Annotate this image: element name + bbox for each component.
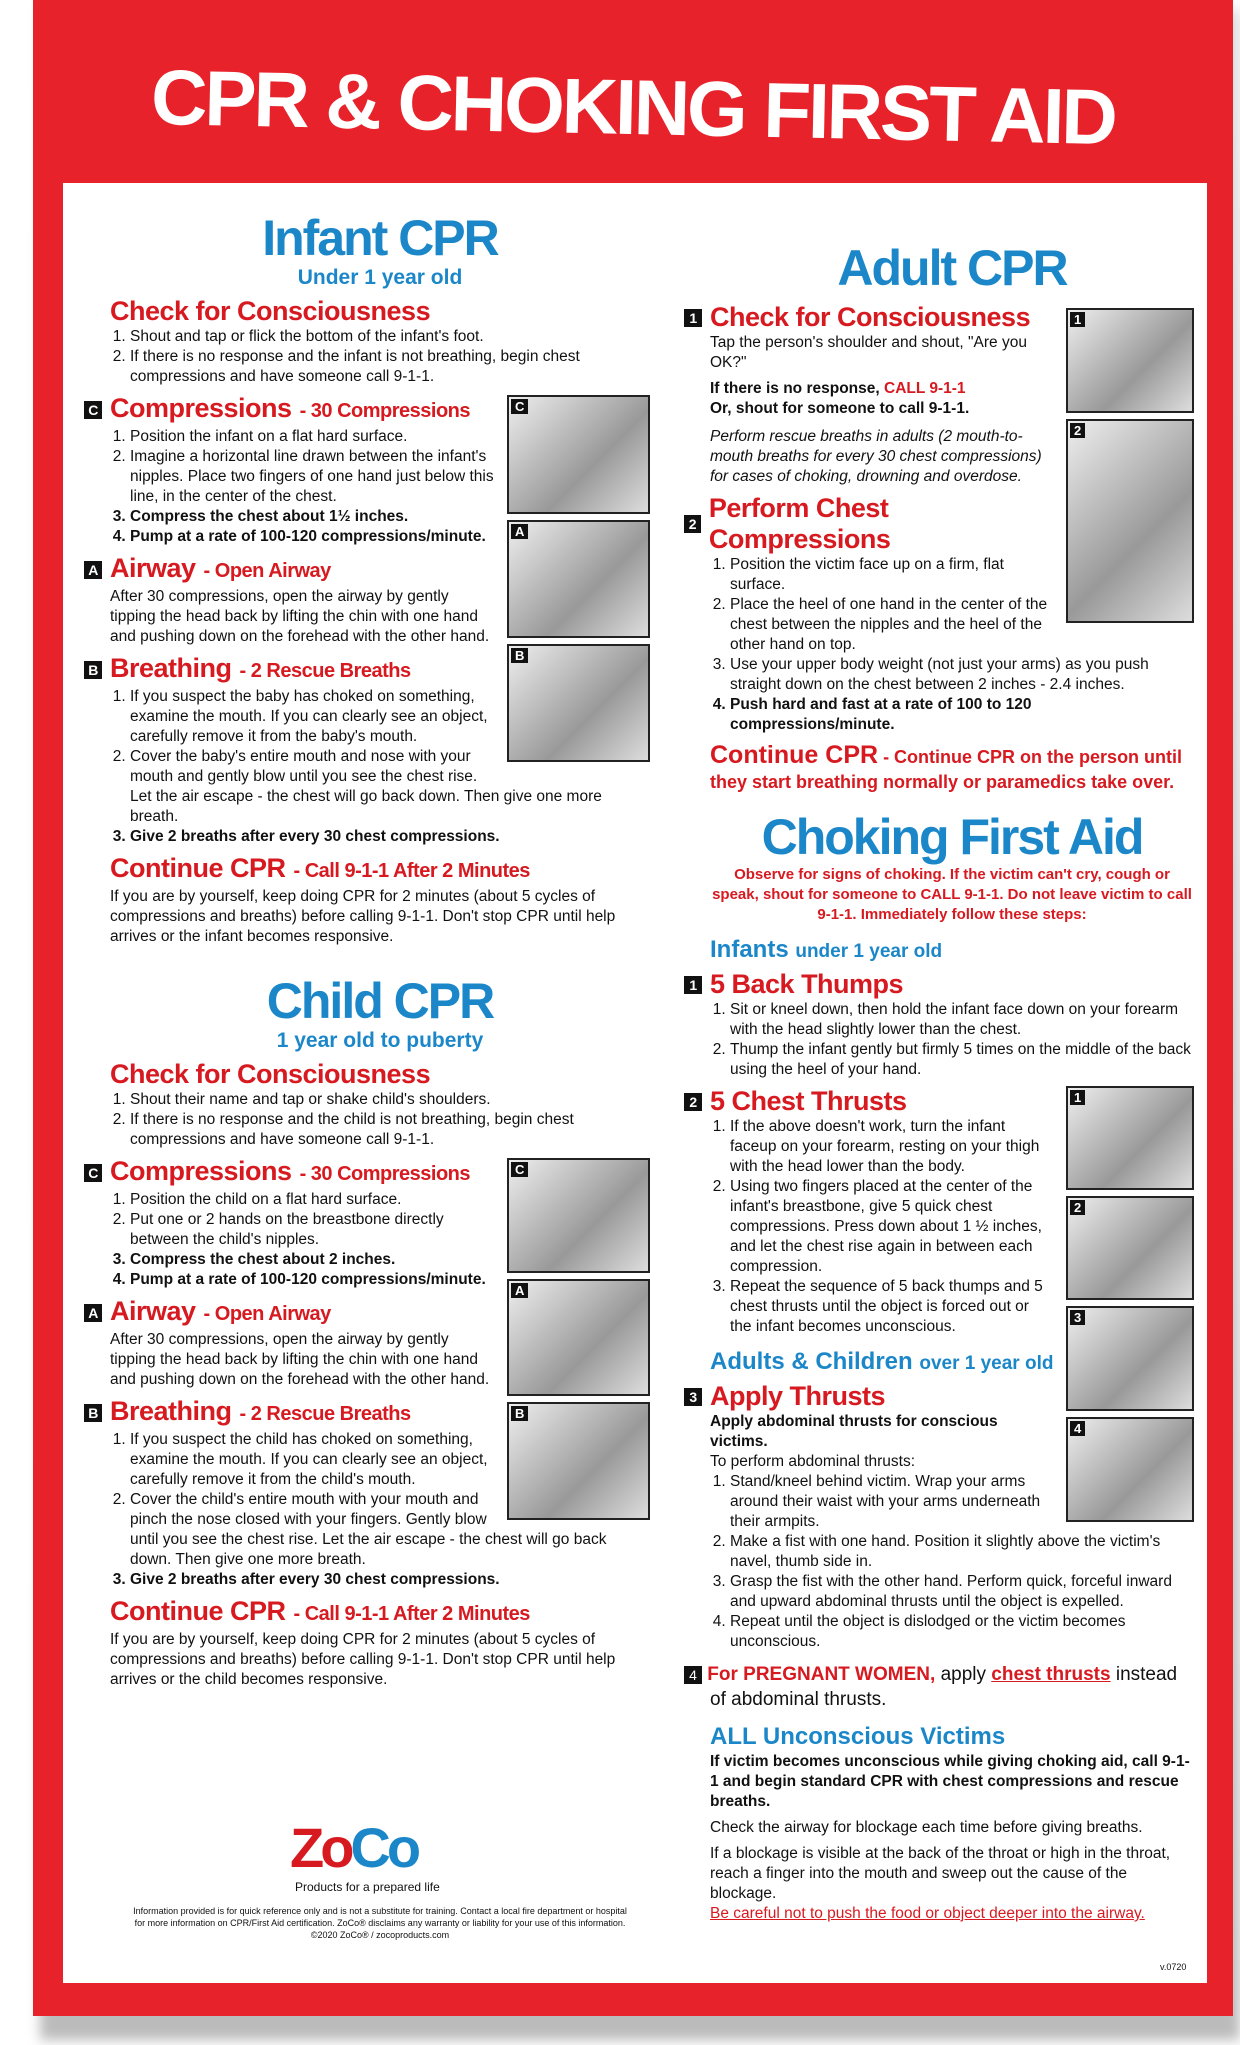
adult-heading: Adult CPR [837, 240, 1067, 296]
chest-thrusts-title [689, 1086, 1054, 1117]
list-item: 3. Use your upper body weight (not just your arms) as you push straight down on the chest between 2 inches - 2.4 inches. [730, 655, 1194, 695]
adult-cpr-section [688, 240, 1194, 795]
adult-illustrations [1066, 308, 1194, 629]
list-item: 2. Make a fist with one hand. Position it slightly above the victim's navel, thumb side in. [730, 1532, 1194, 1572]
child-air-title [88, 1296, 495, 1330]
list-item: 4. Repeat until the object is dislodged or the victim becomes unconscious. [730, 1612, 1194, 1652]
list-item: 3. Grasp the fist with the other hand. Perform quick, forceful inward and upward abdominal thrusts until the object is expelled. [730, 1572, 1194, 1612]
list-item: 4. Pump at a rate of 100-120 compressions/minute. [130, 1270, 650, 1290]
list-item: 1. Position the child on a flat hard surface. [130, 1190, 650, 1210]
list-item: 2. Thump the infant gently but firmly 5 times on the middle of the back using the heel of your hand. [730, 1040, 1194, 1080]
heading-sub: - Call 9-1-1 After 2 Minutes [293, 860, 530, 882]
heading-text: Perform Chest Compressions [708, 493, 891, 554]
child-compression-illustration: C [507, 1158, 650, 1273]
list-item: 2. Cover the baby's entire mouth and nose with your mouth and gently blow until you see the chest rise. Let the air escape - the chest will go back down. Then give one more breath. [130, 747, 650, 827]
list-item: 3. Give 2 breaths after every 30 chest compressions. [130, 827, 650, 847]
logo-part: Co [350, 1816, 418, 1879]
paragraph: Perform rescue breaths in adults (2 mouth-to-mouth breaths for every 30 chest compressions) for cases of choking, drowning and overdose. [710, 428, 1042, 485]
heading-sub: - Open Airway [203, 560, 331, 582]
choking-step2-illustration: 2 [1066, 1196, 1194, 1300]
choking-step1-illustration: 1 [1066, 1086, 1194, 1190]
list-item: 2. Place the heel of one hand in the center of the chest between the nipples and the heel of the other hand on top. [730, 595, 1194, 655]
infant-comp-title [88, 393, 495, 427]
choking-step3-illustration: 3 [1066, 1306, 1194, 1411]
heading-sub: under 1 year old [795, 941, 943, 962]
heading-sub: - 30 Compressions [299, 1163, 471, 1185]
step-badge: B [84, 1404, 102, 1422]
heading-sub: - 2 Rescue Breaths [239, 1403, 411, 1425]
heading-sub: over 1 year old [919, 1353, 1054, 1374]
list-item: 2. Put one or 2 hands on the breastbone directly between the child's nipples. [130, 1210, 650, 1250]
infant-illustrations [507, 395, 650, 768]
infant-check-title: Check for Consciousness [110, 296, 431, 326]
heading-text: Apply Thrusts [710, 1381, 886, 1411]
heading-sub: - Continue CPR on the person until they start breathing normally or paramedics take over. [710, 747, 1183, 792]
infant-air-title [88, 553, 495, 587]
adult-continue [710, 743, 1194, 795]
child-airway-illustration: A [507, 1279, 650, 1396]
adult-compression-illustration: 2 [1066, 419, 1194, 623]
infant-cont-title [110, 853, 650, 887]
paragraph: If you are by yourself, keep doing CPR for 2 minutes (about 5 cycles of compressions and breaths) before calling 9-1-1. Don't stop CPR until help arrives or the child becomes responsive. [110, 1631, 616, 1688]
list-item: 3. Compress the chest about 1½ inches. [130, 507, 650, 527]
list-item: 1. If the above doesn't work, turn the infant faceup on your forearm, resting on your thigh with the head lower than the body. [730, 1117, 1194, 1177]
adult-comp-title [688, 493, 1054, 555]
step-badge: 1 [684, 309, 702, 327]
child-cont-title [110, 1596, 650, 1630]
tagline: Products for a prepared life [295, 1880, 440, 1894]
step-badge: 2 [684, 1093, 702, 1111]
heading-text: Continue CPR [110, 1596, 286, 1626]
heading-sub: - 2 Rescue Breaths [239, 660, 411, 682]
list-item: 2. Using two fingers placed at the center of the infant's breastbone, give 5 quick chest compressions. Press down about 1 ½ inches, and let the chest rise again in between each compression. [730, 1177, 1194, 1277]
call-911: CALL 9-1-1 [884, 380, 966, 397]
list-item: 2. Imagine a horizontal line drawn between the infant's nipples. Place two fingers of one hand just below this line, in the center of the chest. [130, 447, 650, 507]
paragraph: If you are by yourself, keep doing CPR for 2 minutes (about 5 cycles of compressions and breaths) before calling 9-1-1. Don't stop CPR until help arrives or the infant becomes responsive. [110, 888, 616, 945]
apply-thrusts-title [689, 1381, 1054, 1412]
list-item: 1. Shout their name and tap or shake child's shoulders. [130, 1090, 650, 1110]
step-badge: A [84, 1304, 102, 1322]
infant-airway-illustration: A [507, 520, 650, 638]
unconscious-title: ALL Unconscious Victims [710, 1723, 1006, 1750]
child-breath-title [88, 1396, 495, 1430]
right-column [688, 240, 1194, 1924]
heading-text: Airway [110, 1296, 196, 1326]
list-item: 1. Shout and tap or flick the bottom of the infant's foot. [130, 327, 650, 347]
child-heading: Child CPR [266, 973, 494, 1029]
left-column [88, 210, 650, 1690]
child-illustrations [507, 1158, 650, 1526]
list-item: 2. If there is no response and the child is not breathing, begin chest compressions and have someone call 9-1-1. [130, 1110, 650, 1150]
heading-text: Breathing [110, 1396, 232, 1426]
text: apply [940, 1664, 986, 1685]
heading-text: Check for Consciousness [710, 302, 1031, 332]
child-check-title: Check for Consciousness [110, 1059, 431, 1089]
list-item: 1. If you suspect the child has choked on something, examine the mouth. If you can clearly see an object, carefully remove it from the child's mouth. [130, 1430, 650, 1490]
heading-sub: - Open Airway [203, 1303, 331, 1325]
step-badge: 1 [684, 976, 702, 994]
list-item: 4. Pump at a rate of 100-120 compressions/minute. [130, 527, 650, 547]
infant-sub: Under 1 year old [297, 266, 463, 289]
choking-illustrations [1066, 1086, 1194, 1528]
text: instead of abdominal thrusts. [710, 1664, 1178, 1710]
list-item: 3. Compress the chest about 2 inches. [130, 1250, 650, 1270]
child-comp-title [88, 1156, 495, 1190]
warning-text: Be careful not to push the food or object deeper into the airway. [710, 1905, 1145, 1922]
zoco-logo [290, 1815, 417, 1880]
heading-text: Breathing [110, 653, 232, 683]
text: If there is no response, [710, 380, 880, 397]
paragraph: Or, shout for someone to call 9-1-1. [710, 400, 970, 417]
infant-compression-illustration: C [507, 395, 650, 514]
heading-sub: - 30 Compressions [299, 400, 471, 422]
step-badge: 3 [684, 1388, 702, 1406]
heading-sub: - Call 9-1-1 After 2 Minutes [293, 1603, 530, 1625]
disclaimer: Information provided is for quick reference only and is not a substitute for training. Contact a local fire department or hospital for more information on CPR/First Aid certification. ZoCo® disclaims any warranty or liability for your use of this information. ©2020 ZoCo® / zocoproducts.com [133, 1906, 627, 1940]
child-sub: 1 year old to puberty [276, 1029, 484, 1052]
paragraph: If a blockage is visible at the back of the throat or high in the throat, reach a finger into the mouth and sweep out the cause of the blockage. [710, 1845, 1171, 1902]
heading-text: Compressions [110, 393, 292, 423]
list-item: 1. Position the infant on a flat hard surface. [130, 427, 650, 447]
infant-cpr-section [88, 210, 650, 947]
paragraph: If victim becomes unconscious while giving choking aid, call 9-1-1 and begin standard CPR with chest compressions and rescue breaths. [710, 1753, 1190, 1810]
list-item: 1. Position the victim face up on a firm, flat surface. [730, 555, 1194, 595]
list-item: 3. Give 2 breaths after every 30 chest compressions. [130, 1570, 650, 1590]
back-thumps-title [689, 969, 1194, 1000]
list-item: 1. If you suspect the baby has choked on something, examine the mouth. If you can clearly see an object, carefully remove it from the baby's mouth. [130, 687, 650, 747]
choking-intro: Observe for signs of choking. If the victim can't cry, cough or speak, shout for someone to CALL 9-1-1. Do not leave victim to call 9-1-1. Immediately follow these steps: [712, 866, 1192, 923]
list-item: 1. Stand/kneel behind victim. Wrap your arms around their waist with your arms underneath their armpits. [730, 1472, 1194, 1532]
paragraph: To perform abdominal thrusts: [710, 1453, 916, 1470]
choking-heading: Choking First Aid [761, 809, 1143, 865]
list-item: 3. Repeat the sequence of 5 back thumps and 5 chest thrusts until the object is forced out or the infant becomes unconscious. [730, 1277, 1194, 1337]
adult-check-illustration: 1 [1066, 308, 1194, 413]
choking-step4-illustration: 4 [1066, 1417, 1194, 1522]
heading-text: Adults & Children [710, 1348, 913, 1375]
paragraph: After 30 compressions, open the airway by gently tipping the head back by lifting the chin with one hand and pushing down on the forehead with the other hand. [110, 588, 490, 645]
step-badge: B [84, 661, 102, 679]
logo-part: Zo [290, 1816, 351, 1879]
step-badge: 4 [684, 1666, 702, 1684]
child-cpr-section [88, 973, 650, 1690]
list-item: 4. Push hard and fast at a rate of 100 to 120 compressions/minute. [730, 695, 1194, 735]
heading-text: 5 Back Thumps [710, 969, 904, 999]
chest-thrusts-link: chest thrusts [991, 1664, 1111, 1685]
step-badge: 2 [684, 515, 701, 533]
infant-breath-title [88, 653, 495, 687]
version-label: v.0720 [1160, 1962, 1187, 1972]
step-badge: C [84, 401, 102, 419]
step-badge: A [84, 561, 102, 579]
child-breathing-illustration: B [507, 1402, 650, 1520]
heading-text: Airway [110, 553, 196, 583]
heading-text: 5 Chest Thrusts [710, 1086, 907, 1116]
paragraph: Check the airway for blockage each time before giving breaths. [710, 1819, 1143, 1836]
heading-text: Continue CPR [110, 853, 286, 883]
step-badge: C [84, 1164, 102, 1182]
paragraph: After 30 compressions, open the airway by gently tipping the head back by lifting the chin with one hand and pushing down on the forehead with the other hand. [110, 1331, 490, 1388]
paragraph: Tap the person's shoulder and shout, "Are you OK?" [710, 334, 1027, 371]
heading-text: Compressions [110, 1156, 292, 1186]
heading-text: Continue CPR [710, 741, 879, 769]
text: For PREGNANT WOMEN, [707, 1664, 936, 1685]
infants-title [710, 935, 1194, 967]
heading-text: Infants [710, 936, 789, 963]
choking-section [689, 809, 1194, 1924]
list-item: 1. Sit or kneel down, then hold the infant face down on your forearm with the head slightly lower than the chest. [730, 1000, 1194, 1040]
adult-check-title [689, 302, 1054, 333]
poster-title: CPR & CHOKING FIRST AID [150, 52, 1116, 162]
infant-breathing-illustration: B [507, 644, 650, 762]
list-item: 2. If there is no response and the infant is not breathing, begin chest compressions and have someone call 9-1-1. [130, 347, 650, 387]
infant-heading: Infant CPR [262, 210, 498, 266]
pregnant-note [689, 1662, 1194, 1712]
list-item: 2. Cover the child's entire mouth with your mouth and pinch the nose closed with your fingers. Gently blow until you see the chest rise. Let the air escape - the chest will go back down. Then give one more breath. [130, 1490, 650, 1570]
paragraph: Apply abdominal thrusts for conscious victims. [710, 1413, 998, 1450]
